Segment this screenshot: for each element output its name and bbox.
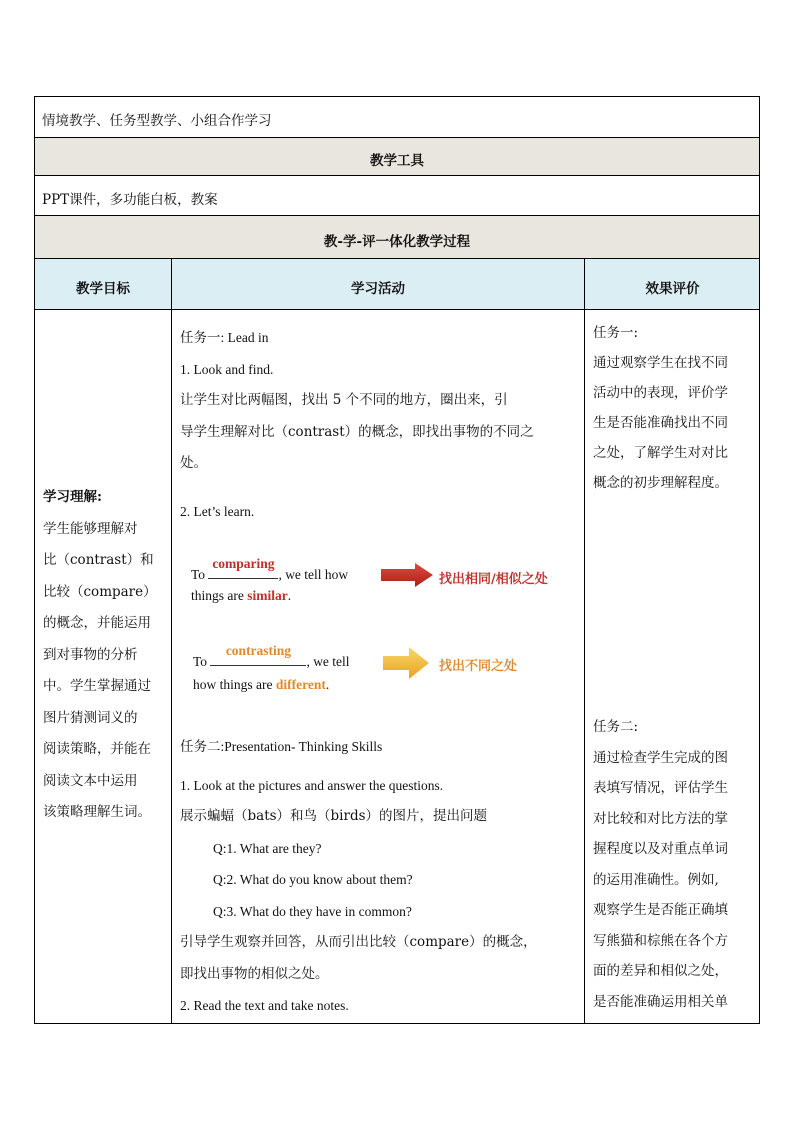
col-header-evaluation: 效果评价 <box>645 281 700 297</box>
goal-cell <box>43 482 169 829</box>
contrast-to: To <box>193 654 208 669</box>
tools-header-row <box>34 137 760 175</box>
goal-title: 学习理解: <box>43 489 102 505</box>
goal-line: 该策略理解生词。 <box>43 804 151 820</box>
tools-row <box>34 175 760 215</box>
task1-step1: 1. Look and find. <box>180 361 274 377</box>
task1-step2: 2. Let’s learn. <box>180 504 255 519</box>
question: Q:1. What are they? <box>213 840 322 856</box>
goal-line: 学生能够理解对 <box>43 520 138 537</box>
contrast-rest: , we tell <box>306 654 350 669</box>
task2-title: 任务二:Presentation- Thinking Skills <box>180 739 383 754</box>
tools-header: 教学工具 <box>370 153 424 169</box>
red-arrow-icon <box>381 563 433 587</box>
task2-guide: 引导学生观察并回答，从而引出比较（compare）的概念， <box>180 934 537 950</box>
eval-line: 通过观察学生在找不同 <box>593 355 728 371</box>
methods-text: 情境教学、任务型教学、小组合作学习 <box>42 113 272 129</box>
activity-task2 <box>180 731 580 1022</box>
eval-line: 面的差异和相似之处， <box>593 963 728 979</box>
contrast-key: different <box>275 677 326 692</box>
column-header-row <box>34 258 760 309</box>
goal-line: 阅读策略，并能在 <box>43 741 151 757</box>
contrast-fill: contrasting <box>225 643 292 658</box>
process-header: 教-学-评一体化教学过程 <box>323 234 471 250</box>
task1-step1-desc: 让学生对比两幅图，找出 5 个不同的地方，圈出来，引 <box>180 392 508 408</box>
compare-fill: comparing <box>212 556 275 571</box>
eval-line: 表填写情况，评估学生 <box>593 780 728 796</box>
compare-rest: , we tell how <box>278 567 349 582</box>
evaluation-task2 <box>593 712 757 1017</box>
eval-line: 观察学生是否能正确填 <box>593 902 728 918</box>
compare-graphic <box>191 554 581 614</box>
task1-step1-desc: 导学生理解对比（contrast）的概念，即找出事物的不同之 <box>180 423 534 440</box>
col-header-activity: 学习活动 <box>351 281 405 297</box>
task1-title: 任务一: Lead in <box>180 330 269 345</box>
compare-arrow-label: 找出相同/相似之处 <box>439 572 548 587</box>
eval-line: 活动中的表现，评价学 <box>593 385 728 401</box>
orange-arrow-icon <box>383 647 429 679</box>
evaluation-task1 <box>593 318 757 498</box>
methods-row <box>34 96 760 137</box>
contrast-end: . <box>325 677 330 692</box>
eval-line: 概念的初步理解程度。 <box>593 475 728 491</box>
task2-step2: 2. Read the text and take notes. <box>180 998 349 1013</box>
col-divider <box>584 310 585 1023</box>
contrast-graphic <box>193 641 583 701</box>
col-divider <box>171 310 172 1023</box>
goal-line: 阅读文本中运用 <box>43 772 138 789</box>
goal-line: 比较（compare） <box>43 583 157 600</box>
eval-line: 握程度以及对重点单词 <box>593 841 728 857</box>
goal-line: 的概念，并能运用 <box>43 615 151 631</box>
eval-line: 对比较和对比方法的掌 <box>593 810 728 827</box>
activity-task1 <box>180 322 580 480</box>
eval-line: 的运用准确性。例如, <box>593 871 719 888</box>
contrast-blank <box>210 643 306 666</box>
process-header-row <box>34 215 760 258</box>
goal-line: 到对事物的分析 <box>43 646 138 663</box>
task2-step1: 1. Look at the pictures and answer the questions. <box>180 777 444 793</box>
task2-guide: 即找出事物的相似之处。 <box>180 965 329 982</box>
compare-end: . <box>287 588 292 603</box>
contrast-line2: how things are <box>193 677 276 692</box>
eval-task2-title: 任务二: <box>593 719 639 735</box>
eval-line: 生是否能准确找出不同 <box>593 415 728 431</box>
goal-line: 图片猜测词义的 <box>43 709 138 726</box>
col-header-goal: 教学目标 <box>76 281 130 297</box>
question: Q:2. What do you know about them? <box>213 872 413 887</box>
eval-task1-title: 任务一: <box>593 325 639 341</box>
compare-blank <box>208 556 278 579</box>
eval-line: 之处，了解学生对对比 <box>593 445 728 461</box>
content-row <box>34 309 760 1024</box>
compare-line2: things are <box>191 588 248 603</box>
task2-step1-desc: 展示蝙蝠（bats）和鸟（birds）的图片，提出问题 <box>180 808 488 824</box>
question: Q:3. What do they have in common? <box>213 903 412 919</box>
goal-line: 比（contrast）和 <box>43 552 154 568</box>
contrast-arrow-label: 找出不同之处 <box>439 659 518 674</box>
eval-line: 是否能准确运用相关单 <box>593 993 728 1010</box>
task1-step1-desc: 处。 <box>180 455 207 471</box>
eval-line: 写熊猫和棕熊在各个方 <box>593 932 728 949</box>
tools-text: PPT课件，多功能白板，教案 <box>42 192 218 208</box>
compare-to: To <box>191 567 206 582</box>
compare-key: similar <box>247 588 288 603</box>
eval-line: 通过检查学生完成的图 <box>593 749 728 766</box>
activity-step2 <box>180 496 580 528</box>
goal-line: 中。学生掌握通过 <box>43 678 151 694</box>
